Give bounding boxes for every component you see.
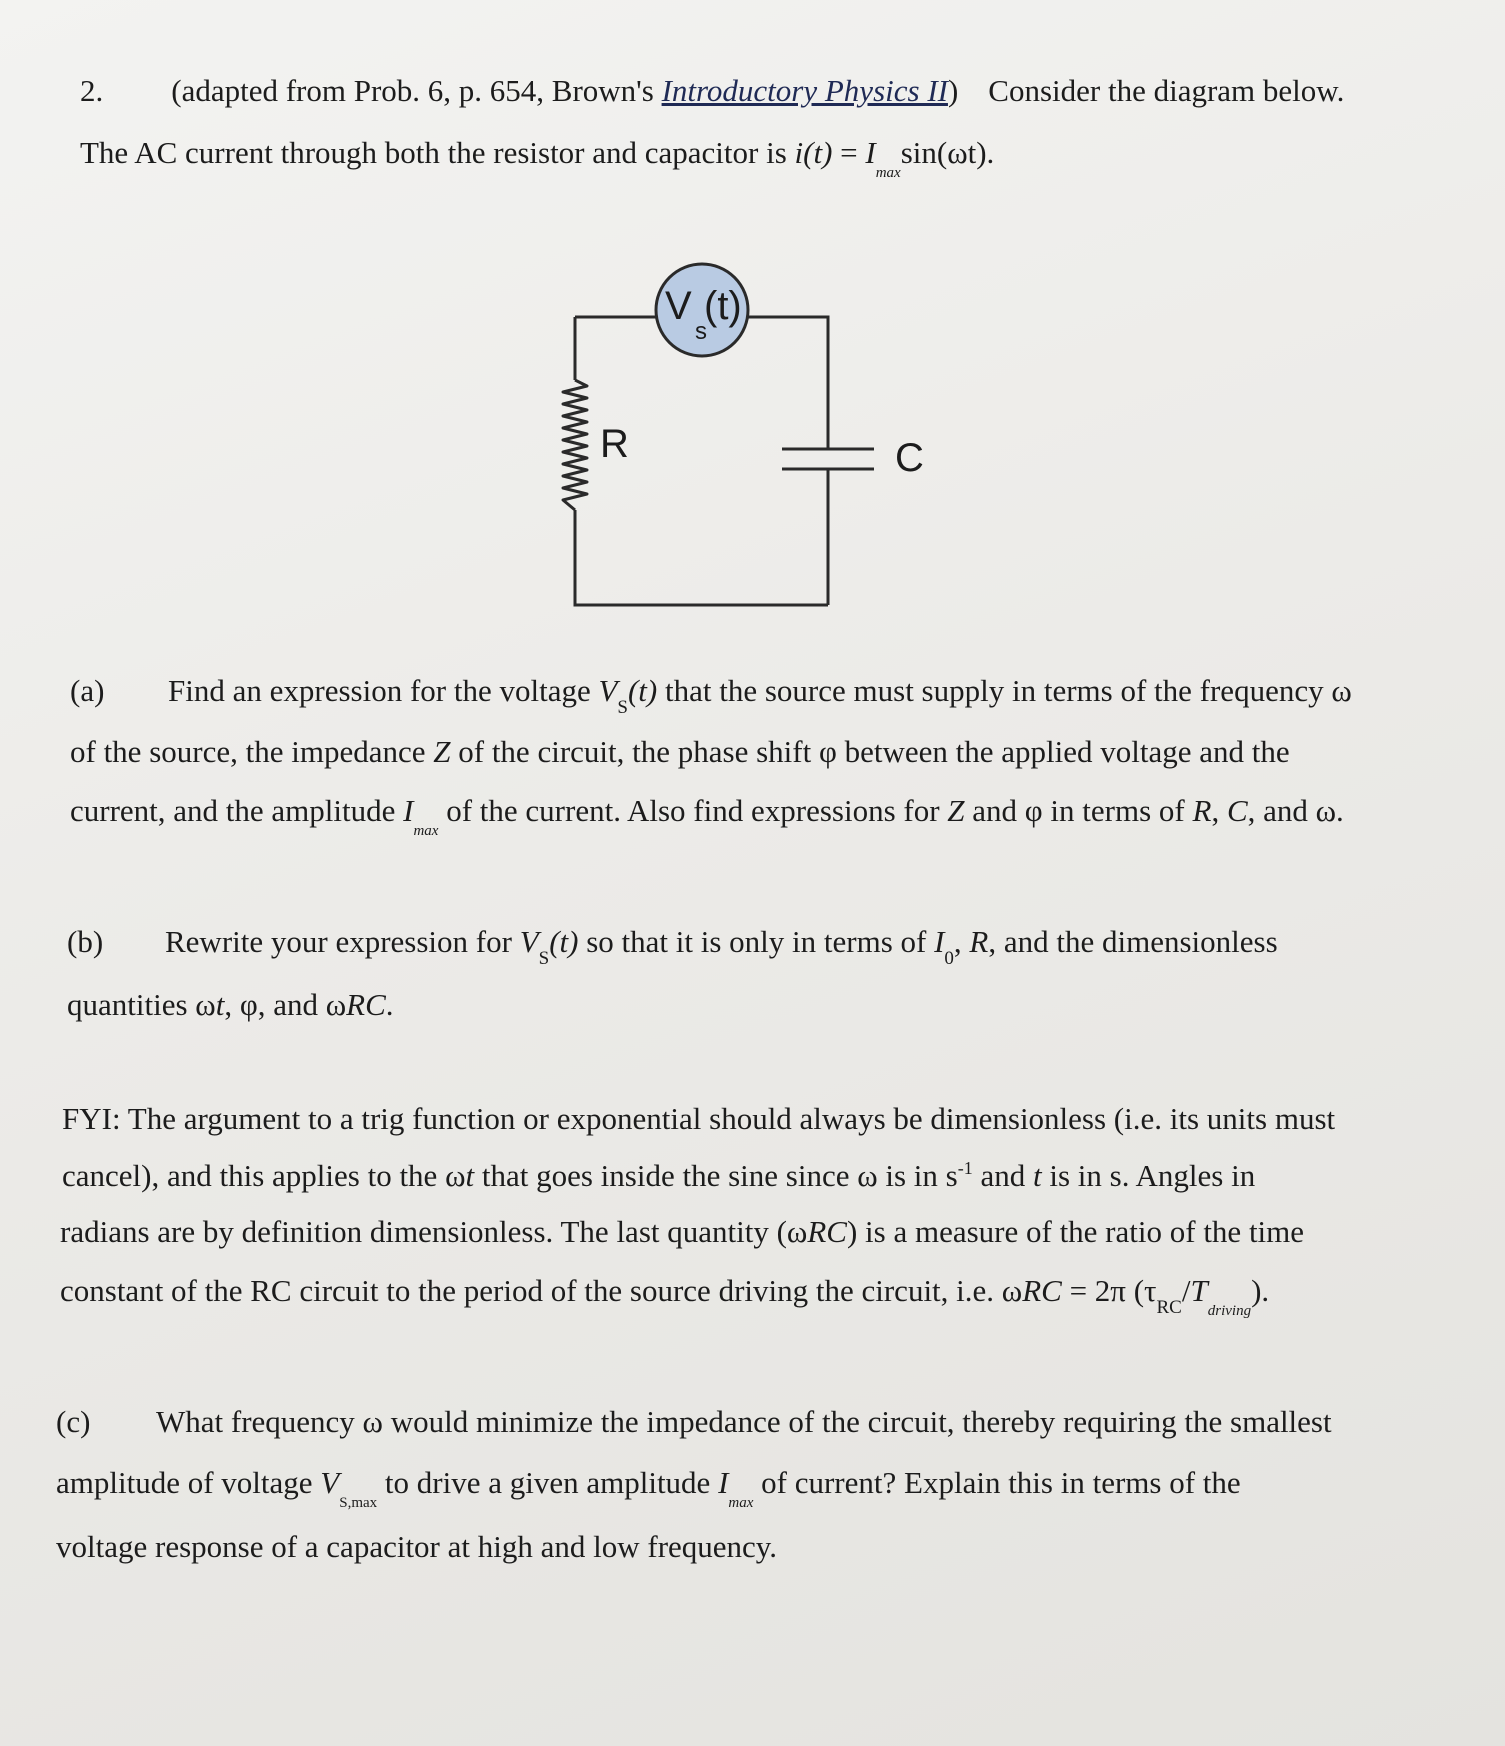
problem-header — [80, 72, 1344, 109]
part-b-line-1 — [67, 923, 1278, 971]
source-prefix: (adapted from Prob. 6, p. 654, Brown's — [171, 73, 662, 108]
part-b-l2-start: quantities ω — [67, 987, 216, 1022]
fyi-l2-start: cancel), and this applies to the ω — [62, 1158, 466, 1193]
part-c-line-2 — [56, 1464, 1241, 1512]
part-c-l2-end: of current? Explain this in terms of the — [753, 1465, 1241, 1500]
part-b-label: (b) — [67, 924, 104, 959]
fyi-l2-mid: that goes inside the sine since ω is in s — [474, 1158, 958, 1193]
source-arg: (t) — [704, 284, 742, 328]
fyi-T-sub: driving — [1207, 1303, 1252, 1319]
part-a-line-1 — [70, 672, 1352, 720]
part-b-RC: RC — [346, 987, 386, 1022]
fyi-line-1: FYI: The argument to a trig function or exponential should always be dimensionless (i.e. its units must — [62, 1101, 1336, 1136]
fyi-l2-end: is in s. Angles in — [1041, 1158, 1256, 1193]
fyi-l4-start: constant of the RC circuit to the period of the source driving the circuit, i.e. ω — [60, 1273, 1023, 1308]
fyi-l2-and: and — [972, 1158, 1033, 1193]
bottom-wire — [575, 510, 828, 605]
part-b-text-mid: so that it is only in terms of — [578, 924, 935, 959]
resistor-label: R — [600, 422, 629, 466]
part-a-I: I — [403, 793, 414, 828]
fyi-l3-start: radians are by definition dimensionless. The last quantity (ω — [60, 1214, 808, 1249]
fyi-l4-end: ). — [1251, 1273, 1270, 1308]
part-c-text: What frequency ω would minimize the impedance of the circuit, thereby requiring the smallest — [156, 1404, 1332, 1439]
part-a-V-sub: S — [617, 697, 628, 718]
part-b-comma: , — [953, 924, 970, 959]
fyi-t2: t — [1033, 1158, 1042, 1193]
fyi-line-2 — [62, 1157, 1255, 1194]
part-b-l2-mid: , φ, and ω — [224, 987, 347, 1022]
part-c-label: (c) — [56, 1404, 91, 1439]
source-suffix: ) — [947, 73, 959, 108]
part-a-line-3 — [70, 792, 1344, 840]
part-c-I-sub: max — [728, 1495, 754, 1511]
part-b-V-sub: S — [538, 948, 550, 969]
part-a-C: C — [1226, 793, 1248, 828]
part-a-text: Find an expression for the voltage — [168, 673, 599, 708]
part-b-line-2 — [67, 986, 394, 1023]
part-a-I-sub: max — [413, 823, 439, 839]
top-right-wire — [748, 317, 828, 440]
part-a-line-2 — [70, 733, 1290, 770]
problem-number: 2. — [80, 73, 104, 108]
part-b-I: I — [934, 924, 945, 959]
capacitor-label: C — [895, 436, 924, 480]
intro-end: Consider the diagram below. — [988, 73, 1345, 108]
part-a-l3-mid2: and φ in terms of — [964, 793, 1193, 828]
part-c-line-3: voltage response of a capacitor at high and low frequency. — [56, 1529, 778, 1564]
part-b-R: R — [969, 924, 989, 959]
part-b-I-sub: 0 — [944, 948, 954, 969]
current-I-sub: max — [875, 165, 901, 181]
part-c-line-1 — [56, 1403, 1332, 1440]
part-a-l2-start: of the source, the impedance — [70, 734, 434, 769]
part-c-l2-mid: to drive a given amplitude — [377, 1465, 719, 1500]
book-title: Introductory Physics II — [661, 73, 948, 108]
part-a-l2-end: of the circuit, the phase shift φ between the applied voltage and the — [450, 734, 1290, 769]
part-c-V-sub: S,max — [339, 1495, 378, 1511]
part-a-l3-start: current, and the amplitude — [70, 793, 404, 828]
current-eq: = — [832, 135, 866, 170]
part-b-V-arg: (t) — [549, 924, 579, 959]
part-c-I: I — [718, 1465, 729, 1500]
current-rhs: sin(ωt). — [900, 135, 995, 170]
fyi-RC: RC — [807, 1214, 847, 1249]
current-text: The AC current through both the resistor and capacitor is — [80, 135, 795, 170]
part-b-text-end: , and the dimensionless — [988, 924, 1278, 959]
fyi-tau-sub: RC — [1156, 1297, 1182, 1318]
current-lhs: i(t) — [794, 135, 833, 170]
resistor-symbol — [563, 380, 587, 510]
current-statement — [80, 134, 994, 182]
part-a-l3-mid: of the current. Also find expressions for — [438, 793, 948, 828]
part-a-R: R — [1192, 793, 1212, 828]
part-a-V: V — [598, 673, 618, 708]
fyi-line-3 — [60, 1213, 1304, 1250]
part-b-V: V — [519, 924, 539, 959]
fyi-slash: / — [1181, 1273, 1191, 1308]
fyi-l4-eq: = 2π (τ — [1061, 1273, 1157, 1308]
fyi-t: t — [465, 1158, 475, 1193]
part-b-t: t — [215, 987, 225, 1022]
part-a-comma: , — [1211, 793, 1227, 828]
fyi-sup: -1 — [957, 1158, 973, 1178]
fyi-RC2: RC — [1022, 1273, 1062, 1308]
fyi-l3-end: ) is a measure of the ratio of the time — [846, 1214, 1305, 1249]
part-a-text-end: that the source must supply in terms of the frequency ω — [657, 673, 1352, 708]
fyi-line-4 — [60, 1272, 1269, 1320]
current-I: I — [865, 135, 876, 170]
part-a-label: (a) — [70, 673, 105, 708]
fyi-T: T — [1190, 1273, 1208, 1308]
part-b-text: Rewrite your expression for — [165, 924, 520, 959]
part-a-Z: Z — [433, 734, 451, 769]
part-c-l2-start: amplitude of voltage — [56, 1465, 321, 1500]
source-sub: s — [695, 318, 707, 345]
part-b-l2-end: . — [385, 987, 394, 1022]
part-a-l3-end: , and ω. — [1247, 793, 1344, 828]
part-a-V-arg: (t) — [627, 673, 658, 708]
part-a-Z2: Z — [947, 793, 965, 828]
part-c-V: V — [320, 1465, 340, 1500]
rc-circuit-diagram — [520, 255, 940, 610]
source-V: V — [665, 284, 692, 328]
